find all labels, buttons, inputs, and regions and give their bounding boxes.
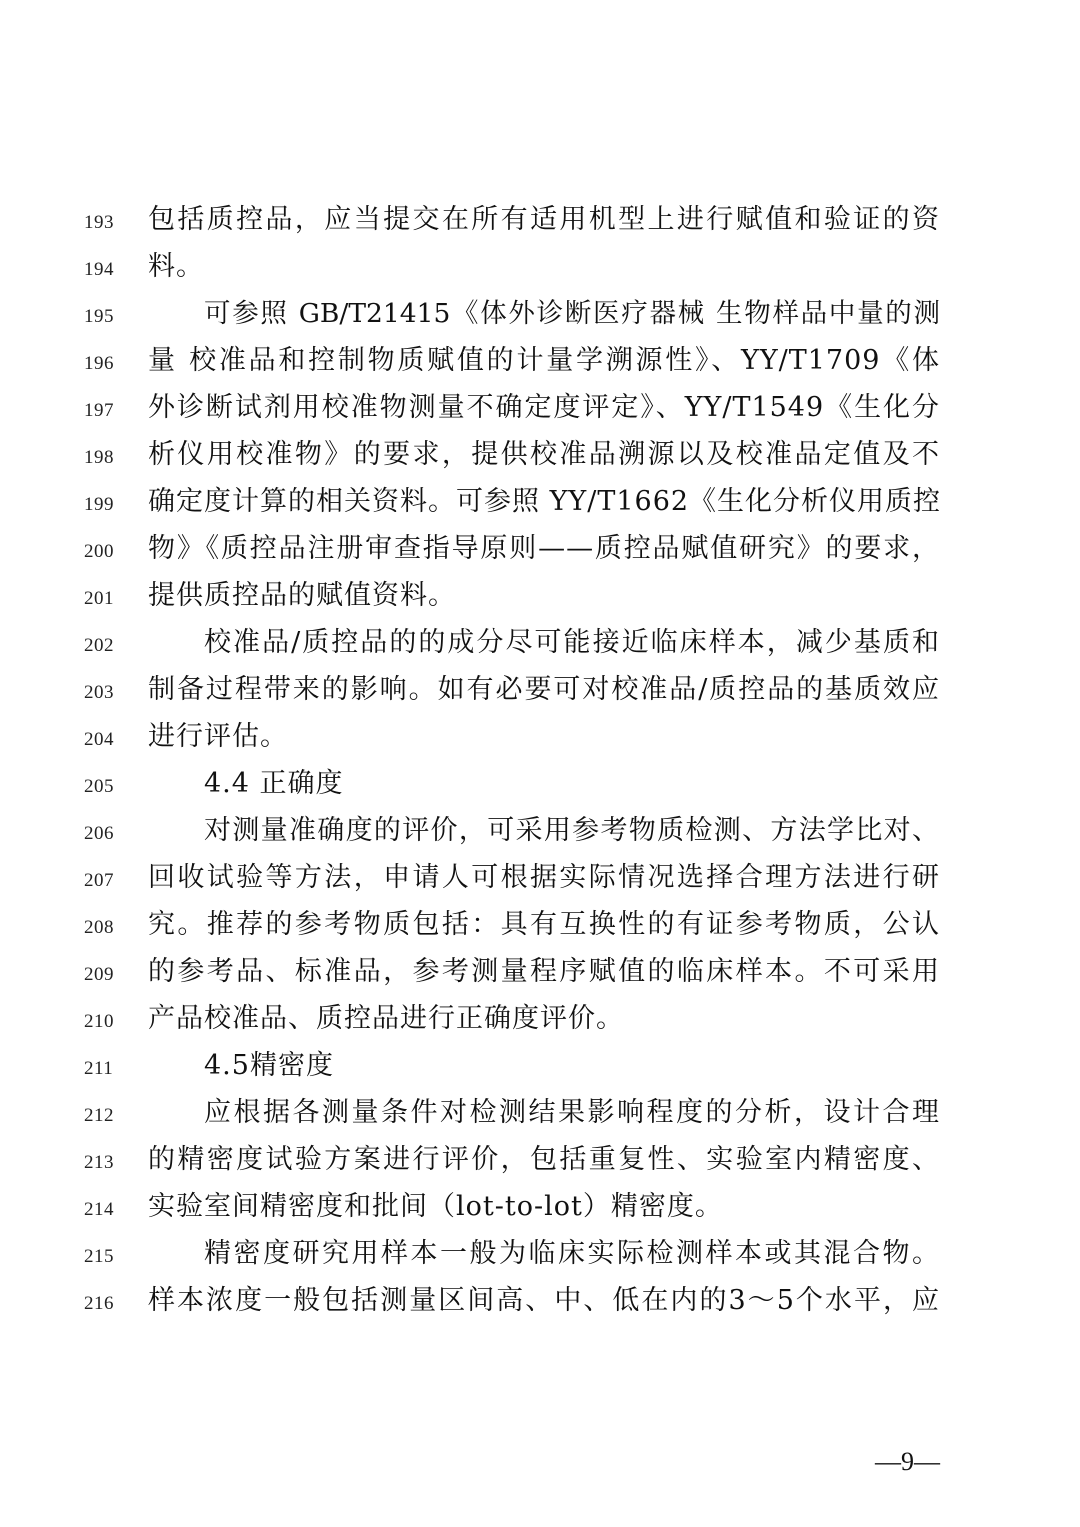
line-text: 析仪用校准物》的要求，提供校准品溯源以及校准品定值及不: [148, 439, 940, 470]
line-number: 203: [84, 682, 114, 703]
line-number: 198: [84, 447, 114, 468]
line-text: 的参考品、标准品，参考测量程序赋值的临床样本。不可采用: [148, 956, 940, 987]
text-line: [0, 858, 1080, 905]
text-line: [0, 576, 1080, 623]
text-line: [0, 623, 1080, 670]
line-text: 产品校准品、质控品进行正确度评价。: [148, 1003, 624, 1034]
line-text: 的精密度试验方案进行评价，包括重复性、实验室内精密度、: [148, 1144, 940, 1175]
line-number: 199: [84, 494, 114, 515]
line-number: 216: [84, 1293, 114, 1314]
line-number: 204: [84, 729, 114, 750]
text-line: [0, 482, 1080, 529]
line-number: 201: [84, 588, 114, 609]
line-text: 物》《质控品注册审查指导原则——质控品赋值研究》的要求，: [148, 533, 940, 564]
line-text: 提供质控品的赋值资料。: [148, 580, 456, 611]
line-text: 实验室间精密度和批间（lot-to-lot）精密度。: [148, 1191, 723, 1222]
line-text: 进行评估。: [148, 721, 288, 752]
section-heading-line: [0, 764, 1080, 811]
line-text: 校准品/质控品的的成分尽可能接近临床样本，减少基质和: [204, 627, 940, 658]
text-line: [0, 1187, 1080, 1234]
text-line: [0, 435, 1080, 482]
text-line: [0, 999, 1080, 1046]
line-number: 215: [84, 1246, 114, 1267]
line-text: 究。推荐的参考物质包括：具有互换性的有证参考物质，公认: [148, 909, 940, 940]
line-text: 外诊断试剂用校准物测量不确定度评定》、YY/T1549《生化分: [148, 392, 940, 423]
line-number: 211: [84, 1058, 114, 1079]
line-number: 212: [84, 1105, 114, 1126]
line-text: 对测量准确度的评价，可采用参考物质检测、方法学比对、: [204, 815, 940, 846]
line-text: 料。: [148, 251, 204, 282]
line-text: 可参照 GB/T21415《体外诊断医疗器械 生物样品中量的测: [204, 298, 940, 329]
line-number: 194: [84, 259, 114, 280]
text-line: [0, 388, 1080, 435]
text-line: [0, 1234, 1080, 1281]
line-number: 193: [84, 212, 114, 233]
section-heading-line: [0, 1046, 1080, 1093]
line-text: 量 校准品和控制物质赋值的计量学溯源性》、YY/T1709《体: [148, 345, 940, 376]
line-text: 制备过程带来的影响。如有必要可对校准品/质控品的基质效应: [148, 674, 940, 705]
line-number: 209: [84, 964, 114, 985]
line-number: 195: [84, 306, 114, 327]
line-number: 213: [84, 1152, 114, 1173]
section-heading: 4.4 正确度: [204, 768, 344, 799]
text-line: [0, 529, 1080, 576]
line-number: 214: [84, 1199, 114, 1220]
line-number: 196: [84, 353, 114, 374]
section-heading: 4.5精密度: [204, 1050, 334, 1081]
line-number: 205: [84, 776, 114, 797]
text-line: [0, 247, 1080, 294]
text-line: [0, 200, 1080, 247]
text-line: [0, 1140, 1080, 1187]
line-text: 包括质控品，应当提交在所有适用机型上进行赋值和验证的资: [148, 204, 940, 235]
line-text: 应根据各测量条件对检测结果影响程度的分析，设计合理: [204, 1097, 940, 1128]
line-text: 确定度计算的相关资料。可参照 YY/T1662《生化分析仪用质控: [148, 486, 942, 517]
line-number: 208: [84, 917, 114, 938]
line-number: 202: [84, 635, 114, 656]
line-number: 210: [84, 1011, 114, 1032]
line-number: 207: [84, 870, 114, 891]
text-line: [0, 952, 1080, 999]
text-line: [0, 1093, 1080, 1140]
page-number: —9—: [875, 1447, 940, 1476]
text-line: [0, 670, 1080, 717]
line-text: 回收试验等方法，申请人可根据实际情况选择合理方法进行研: [148, 862, 940, 893]
text-line: [0, 341, 1080, 388]
text-line: [0, 1281, 1080, 1328]
line-number: 206: [84, 823, 114, 844]
line-text: 精密度研究用样本一般为临床实际检测样本或其混合物。: [204, 1238, 940, 1269]
line-number: 200: [84, 541, 114, 562]
line-text: 样本浓度一般包括测量区间高、中、低在内的3～5个水平，应: [148, 1285, 940, 1316]
text-line: [0, 811, 1080, 858]
text-line: [0, 717, 1080, 764]
text-line: [0, 905, 1080, 952]
line-number: 197: [84, 400, 114, 421]
text-line: [0, 294, 1080, 341]
